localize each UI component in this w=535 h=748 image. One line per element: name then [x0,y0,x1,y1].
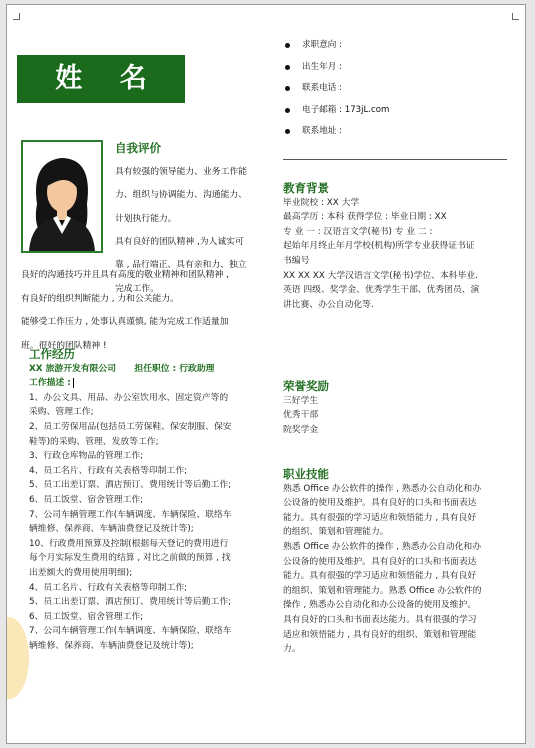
skill-line: 能力。具有很强的学习适应和领悟能力 , 具有良好 [283,512,477,523]
work-desc-label-line [29,376,269,391]
bullet-icon [285,65,290,70]
work-line: 6、员工饭堂、宿舍管理工作; [29,611,144,622]
contact-item: 联系电话 : [285,78,389,100]
text-cursor [73,378,74,388]
skill-line: 熟悉 Office 办公软件的操作 , 熟悉办公自动化和办 [283,483,482,494]
skill-line: 适应和领悟能力 , 具有良好的组织、策划和管理能 [283,629,477,640]
education-heading: 教育背景 [283,181,329,195]
skills-heading: 职业技能 [283,467,329,481]
work-line: 6、员工饭堂、宿舍管理工作; [29,494,144,505]
honor-item: 三好学生 [283,395,319,406]
contact-item: 电子邮箱 : 173jL.com [285,100,389,122]
skill-line: 公设备的使用及维护。具有良好的口头和书面表达 [283,556,477,567]
work-line: 7、公司车辆管理工作(车辆调度、车辆保险、联络车 [29,509,232,520]
work-company: XX 旅游开发有限公司 [29,363,117,374]
resume-page [6,4,526,744]
skill-line: 力。 [283,644,301,655]
education-line: 专 业 一 : 汉语言文学(秘书) 专 业 二 : [283,226,433,237]
honors-section [283,379,509,437]
education-line: 讲比赛、办公自动化等. [283,299,374,310]
contact-item: 联系地址 : [285,121,389,143]
work-line: 每个月实际发生费用的结算 , 对比之前做的预算 , 找 [29,553,231,564]
honors-heading: 荣誉奖励 [283,379,329,393]
education-line: XX XX XX 大学汉语言文学(秘书)学位、本科毕业. [283,270,478,281]
work-line: 出差额大的费用使用明细); [29,567,133,578]
work-heading: 工作经历 [29,347,75,361]
name-banner: 姓 名 [17,55,185,103]
work-line: 辆维修、保养商、车辆油费登记及统计等); [29,640,194,651]
education-line: 英语 四级、奖学金、优秀学生干部、优秀团员、演 [283,285,480,296]
bullet-icon [285,86,290,91]
work-line: 10、行政费用预算及控制(根据每天登记的费用进行 [29,538,229,549]
education-line: 最高学历 : 本科 获得学位 : 毕业日期 : XX [283,212,447,223]
contact-item: 出生年月 : [285,57,389,79]
work-line: 辆维修、保养商、车辆油费登记及统计等); [29,524,194,535]
skill-line: 公设备的使用及维护。具有良好的口头和书面表达 [283,498,477,509]
skill-line: 的组织、策划和管理能力。 [283,527,389,538]
decorative-circle [6,617,29,699]
work-position: 担任职位 : 行政助理 [134,363,215,374]
work-line: 4、员工名片、行政有关表格等印制工作; [29,465,188,476]
work-section [29,347,269,653]
honor-item: 院奖学金 [283,424,319,435]
self-eval-full-text: 良好的沟通技巧并且具有高度的敬业精神和团队精神 , 有良好的组织判断能力 , 力和公关能力。 能够受工作压力 , 处事认真谨慎, 能为完成工作适量加 班。很好的团队精神 ! [21,269,229,352]
crop-mark-top-right [512,13,519,20]
work-line: 1、办公文具、用品、办公室饮用水、固定资产等的 [29,392,229,403]
skill-line: 能力。具有很强的学习适应和领悟能力 , 具有良好 [283,571,477,582]
skill-line: 操作 , 熟悉办公自动化和办公设备的使用及维护。 [283,600,477,611]
contact-item: 求职意向 : [285,35,389,57]
work-line: 采购、管理工作; [29,407,94,418]
honor-item: 优秀干部 [283,410,319,421]
work-line: 2、员工劳保用品(包括员工劳保鞋、保安制服、保安 [29,421,232,432]
bullet-icon [285,129,290,134]
education-line: 起始年月终止年月学校(机构)所学专业获得证书证 [283,241,475,252]
bullet-icon [285,108,290,113]
work-line: 3、行政仓库物品的管理工作; [29,451,144,462]
self-eval-heading: 自我评价 [115,141,161,155]
avatar-woman-icon [23,142,101,251]
contact-list [285,35,389,143]
work-desc-label: 工作描述 : [29,378,71,389]
education-line: 书编号 [283,255,310,266]
self-eval-narrow-text: 具有较强的领导能力、业务工作能 力、组织与协调能力、沟通能力、 计划执行能力。 具有良好的团队精神 ,为人诚实可 靠 , 品行端正、具有亲和力、独立 完成工作。 [115,166,247,294]
skill-line: 熟悉 Office 办公软件的操作 , 熟悉办公自动化和办 [283,541,482,552]
skills-section [283,467,509,657]
profile-photo [21,140,103,253]
bullet-icon [285,43,290,48]
work-line: 5、员工出差订票、酒店预订、费用统计等后勤工作; [29,597,232,608]
skill-line: 的组织、策划和管理能力。熟悉 Office 办公软件的 [283,585,482,596]
work-line: 鞋等)的采购、管理、发放等工作; [29,436,159,447]
skill-line: 具有良好的口头和书面表达能力。具有很强的学习 [283,614,477,625]
work-line: 4、员工名片、行政有关表格等印制工作; [29,582,188,593]
work-company-line [29,362,269,377]
work-line: 7、公司车辆管理工作(车辆调度、车辆保险、联络车 [29,626,232,637]
crop-mark-top-left [13,13,20,20]
work-line: 5、员工出差订票、酒店预订、费用统计等后勤工作; [29,480,232,491]
divider-line [283,159,507,160]
education-section [283,181,509,312]
education-line: 毕业院校 : XX 大学 [283,197,360,208]
